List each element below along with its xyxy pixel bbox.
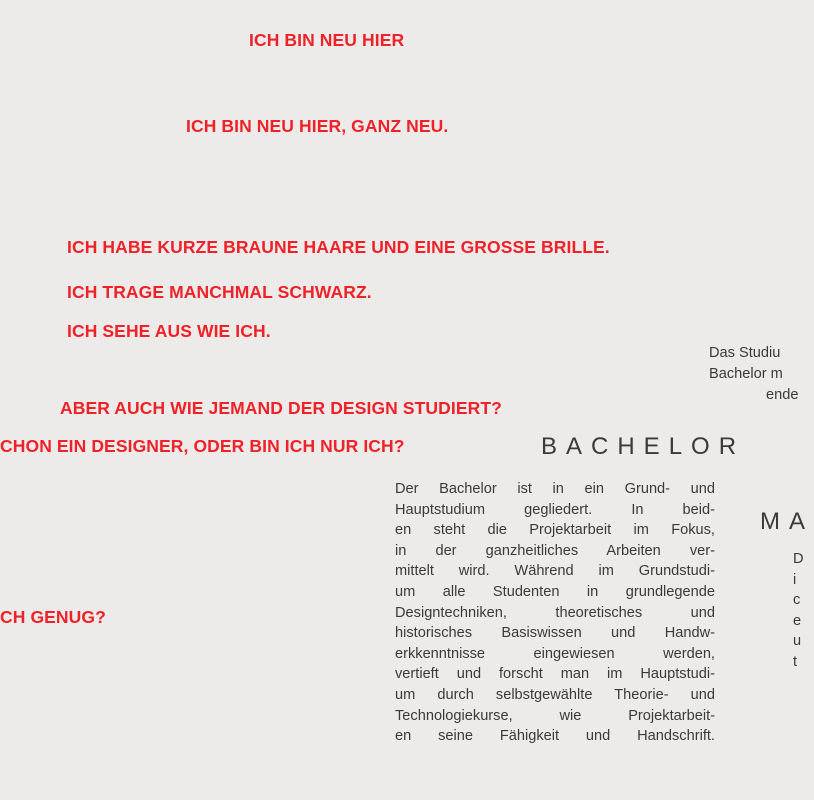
master-body	[793, 549, 804, 673]
study-intro-line-1: Das Studiu	[709, 345, 781, 361]
bachelor-line: Hauptstudium gegliedert. In beid-	[395, 501, 715, 518]
bachelor-line: vertieft und forscht man im Hauptstudi-	[395, 666, 715, 683]
statement-line-2: ICH BIN NEU HIER, GANZ NEU.	[186, 116, 449, 136]
bachelor-body	[395, 479, 715, 747]
statement-line-6: ABER AUCH WIE JEMAND DER DESIGN STUDIERT?	[60, 398, 502, 418]
bachelor-line: erkkenntnisse eingewiesen werden,	[395, 645, 715, 662]
statement-line-1: ICH BIN NEU HIER	[249, 30, 405, 50]
bachelor-line: mittelt wird. Während im Grundstudi-	[395, 563, 715, 580]
bachelor-line: en steht die Projektarbeit im Fokus,	[395, 522, 715, 539]
bachelor-line: um alle Studenten in grundlegende	[395, 583, 715, 600]
master-line: t	[793, 653, 798, 670]
master-line: c	[793, 592, 801, 609]
bachelor-line: Technologiekurse, wie Projektarbeit-	[395, 707, 715, 724]
statement-line-8: CH GENUG?	[0, 607, 106, 627]
bachelor-line: en seine Fähigkeit und Handschrift.	[395, 728, 715, 745]
master-line: i	[793, 571, 797, 588]
master-line: D	[793, 551, 804, 567]
bachelor-line: historisches Basiswissen und Handw-	[395, 625, 715, 642]
study-intro-line-2: Bachelor m	[709, 366, 783, 382]
statement-line-4: ICH TRAGE MANCHMAL SCHWARZ.	[67, 282, 372, 302]
bachelor-heading: BACHELOR	[541, 433, 746, 460]
bachelor-line: Designtechniken, theoretisches und	[395, 604, 715, 621]
master-line: u	[793, 633, 802, 650]
bachelor-line: Der Bachelor ist in ein Grund- und	[395, 481, 715, 497]
statement-line-7: CHON EIN DESIGNER, ODER BIN ICH NUR ICH?	[0, 436, 405, 456]
statement-line-5: ICH SEHE AUS WIE ICH.	[67, 321, 271, 341]
master-line: e	[793, 612, 802, 629]
master-heading: MA	[760, 508, 814, 535]
statement-line-3: ICH HABE KURZE BRAUNE HAARE UND EINE GROSSE BRILLE.	[67, 237, 610, 257]
bachelor-line: um durch selbstgewählte Theorie- und	[395, 686, 715, 703]
study-intro-line-3: ende	[766, 387, 799, 403]
bachelor-line: in der ganzheitliches Arbeiten ver-	[395, 542, 715, 559]
